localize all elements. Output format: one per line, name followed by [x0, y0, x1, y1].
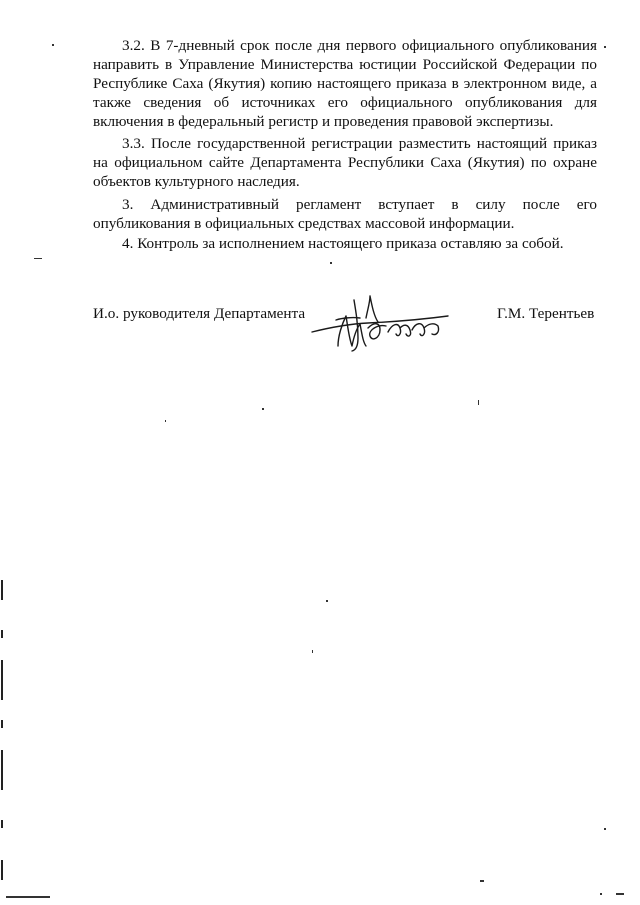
paragraph-3-2-line-5: включения в федеральный регистр и проведения правовой экспертизы. [93, 113, 554, 130]
scan-speck [262, 408, 264, 410]
scan-speck [604, 46, 606, 48]
scan-speck [326, 600, 328, 602]
paragraph-3-2-line-3: Республике Саха (Якутия) копию настоящего приказа в электронном виде, а [93, 75, 597, 92]
paragraph-3-3-line-3: объектов культурного наследия. [93, 173, 300, 190]
paragraph-3-2-line-2: направить в Управление Министерства юстиции Российской Федерации по [93, 56, 597, 73]
scan-speck [600, 893, 602, 895]
scan-speck [616, 893, 624, 895]
signatory-name: Г.М. Терентьев [497, 305, 595, 322]
scan-speck [52, 44, 54, 46]
paragraph-3-2-line-1: 3.2. В 7-дневный срок после дня первого официального опубликования [122, 37, 597, 54]
signatory-role: И.о. руководителя Департамента [93, 305, 306, 322]
scan-speck [478, 400, 479, 405]
scan-speck [6, 896, 50, 898]
paragraph-3-line-2: опубликования в официальных средствах массовой информации. [93, 215, 515, 232]
paragraph-3-2-line-4: также сведения об источниках его официального опубликования для [93, 94, 597, 111]
scan-speck [330, 262, 332, 264]
paragraph-3-line-1: 3. Административный регламент вступает в силу после его [122, 196, 597, 213]
paragraph-4-line-1: 4. Контроль за исполнением настоящего приказа оставляю за собой. [122, 235, 564, 252]
paragraph-3-3-line-2: на официальном сайте Департамента Республики Саха (Якутия) по охране [93, 154, 597, 171]
scan-speck [312, 650, 313, 653]
scan-speck [165, 420, 166, 422]
scan-speck [604, 828, 606, 830]
scan-speck [34, 258, 42, 259]
scan-edge-marks [0, 560, 5, 905]
scan-speck [480, 880, 484, 882]
handwritten-signature [308, 288, 458, 358]
paragraph-3-3-line-1: 3.3. После государственной регистрации разместить настоящий приказ [122, 135, 597, 152]
